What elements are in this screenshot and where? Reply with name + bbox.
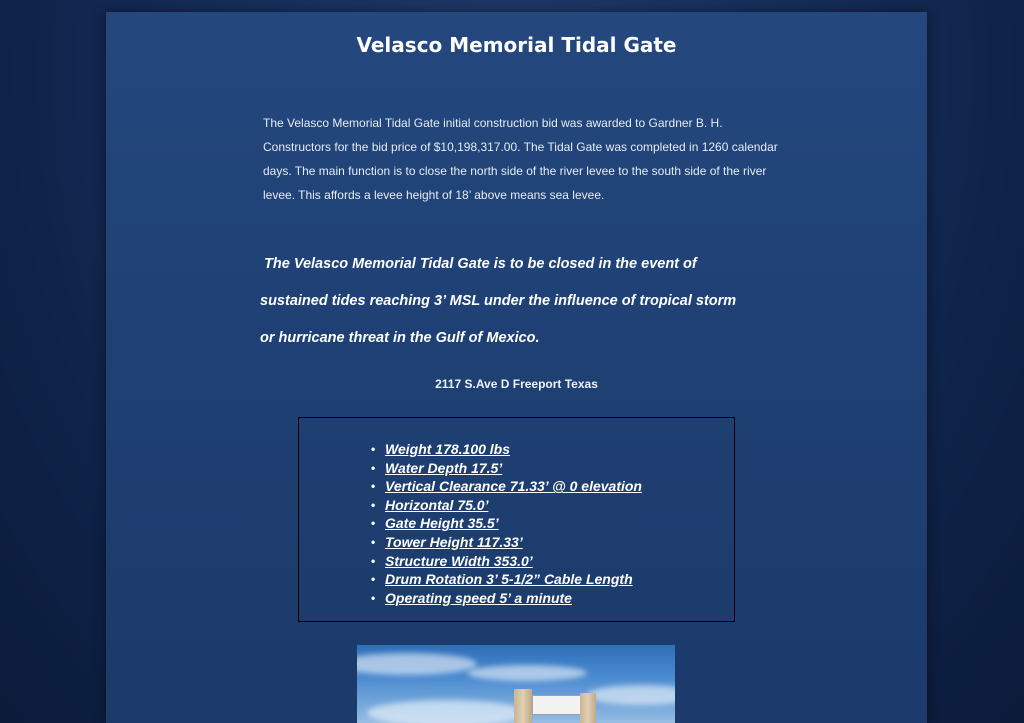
bullet-icon: • (371, 460, 376, 475)
spec-item (371, 440, 642, 459)
spec-link-water-depth[interactable]: Water Depth 17.5’ (385, 459, 503, 476)
closure-notice-line: sustained tides reaching 3’ MSL under the influence of tropical storm (260, 293, 737, 309)
spec-link-gate-height[interactable]: Gate Height 35.5’ (385, 515, 499, 532)
tidal-gate-photo (357, 645, 675, 723)
spec-item (371, 589, 642, 608)
closure-notice-line: The Velasco Memorial Tidal Gate is to be closed in the event of (260, 256, 697, 272)
spec-item (371, 459, 642, 478)
spec-link-vertical-clearance[interactable]: Vertical Clearance 71.33’ @ 0 elevation (385, 478, 642, 495)
spec-item (371, 514, 642, 533)
closure-notice (260, 246, 820, 357)
page-title: Velasco Memorial Tidal Gate (356, 33, 677, 57)
spec-link-weight[interactable]: Weight 178.100 lbs (385, 441, 511, 457)
bullet-icon: • (371, 553, 376, 568)
spec-link-tower-height[interactable]: Tower Height 117.33’ (385, 533, 523, 550)
gate-span (532, 695, 582, 715)
intro-paragraph: The Velasco Memorial Tidal Gate initial construction bid was awarded to Gardner B. H. Constructors for the bid price of $10,198,317.00. The Tidal Gate was completed in 1260 calendar days. The main function is to close the north side of the river levee to the south side of the river levee. This affords a levee height of 18’ above means sea levee. (263, 116, 778, 202)
bullet-icon: • (371, 497, 376, 512)
bullet-icon: • (371, 442, 376, 456)
gate-tower-right (580, 693, 596, 723)
spec-item (371, 533, 642, 552)
cloud-shape (367, 700, 527, 723)
cloud-shape (587, 685, 675, 705)
address-text: 2117 S.Ave D Freeport Texas (435, 377, 598, 391)
spec-link-horizontal[interactable]: Horizontal 75.0’ (385, 496, 489, 513)
gate-tower-left (514, 689, 532, 723)
bullet-icon: • (371, 572, 376, 587)
specs-box (298, 417, 735, 622)
spec-item (371, 570, 642, 589)
spec-link-structure-width[interactable]: Structure Width 353.0’ (385, 552, 533, 569)
specs-list (371, 440, 642, 607)
spec-item (371, 552, 642, 571)
closure-notice-line: or hurricane threat in the Gulf of Mexico. (260, 330, 540, 346)
bullet-icon: • (371, 516, 376, 531)
bullet-icon: • (371, 534, 376, 549)
spec-item (371, 477, 642, 496)
bullet-icon: • (371, 590, 376, 605)
bullet-icon: • (371, 479, 376, 494)
spec-link-drum-rotation[interactable]: Drum Rotation 3’ 5-1/2” Cable Length (385, 571, 633, 588)
spec-item (371, 496, 642, 515)
spec-link-operating-speed[interactable]: Operating speed 5’ a minute (385, 589, 572, 606)
cloud-shape (467, 665, 587, 681)
cloud-shape (357, 653, 477, 675)
content-panel (106, 12, 927, 723)
